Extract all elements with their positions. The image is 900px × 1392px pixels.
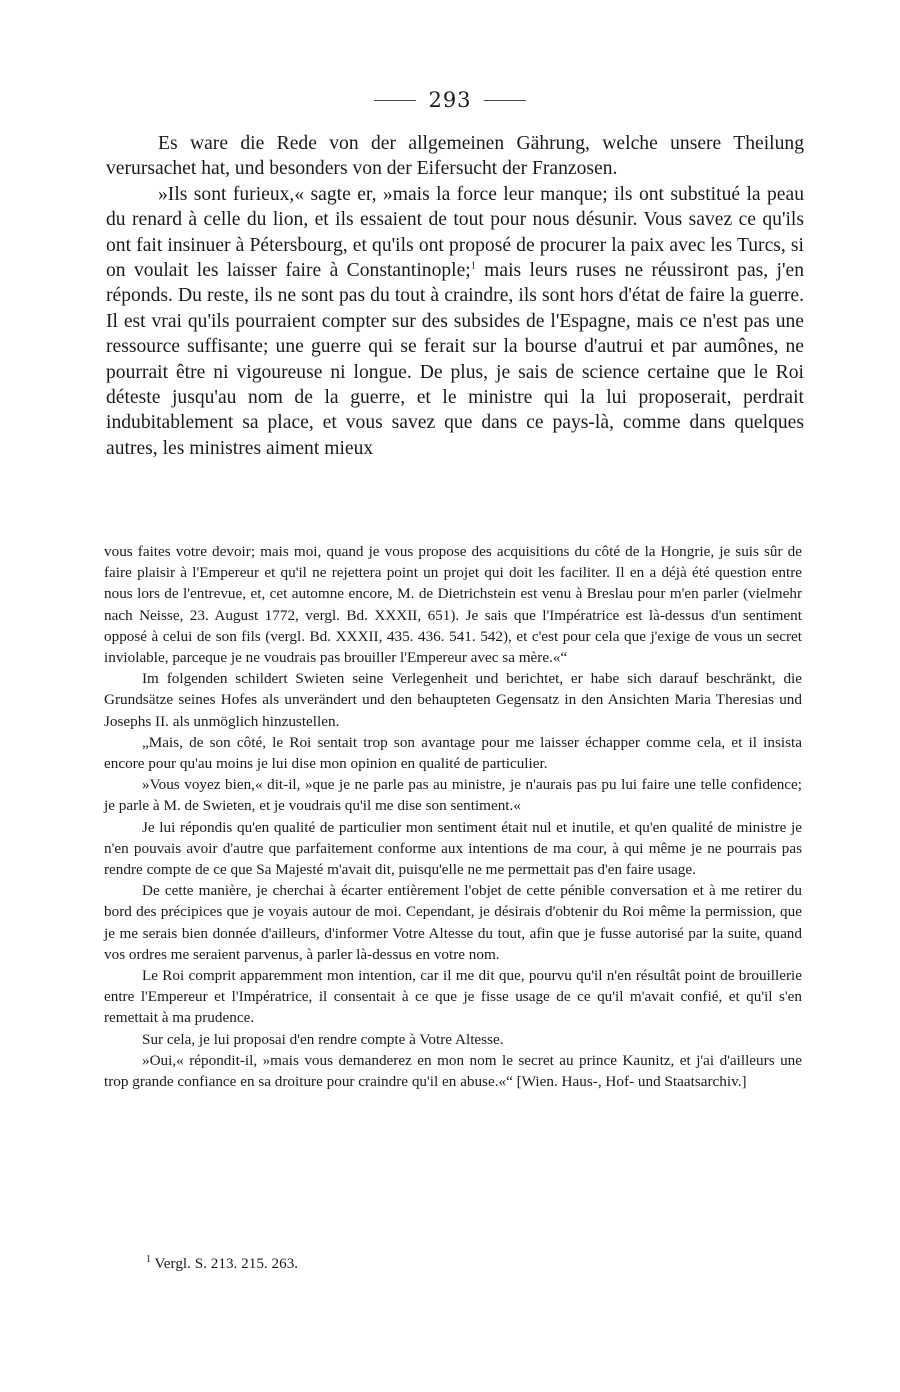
note-paragraph-4: »Vous voyez bien,« dit-il, »que je ne parle pas au ministre, je n'aurais pas pu lui faire une telle confidence; je parle à M. de Swieten, et je voudrais qu'il me dise son sentiment.« — [104, 776, 802, 815]
footnote-text: Vergl. S. 213. 215. 263. — [151, 1255, 299, 1272]
main-paragraph-2 — [106, 182, 804, 461]
header-rule-right — [484, 100, 526, 101]
note-paragraph-5: Je lui répondis qu'en qualité de particulier mon sentiment était nul et inutile, et qu'en qualité de ministre je n'en pouvais avoir d'autre que parfaitement conforme aux intentions de ma cour, à qui même je ne pourrais pas rendre compte de ce que Sa Majesté m'avait dit, puisqu'elle ne me permettait pas d'en faire usage. — [104, 818, 802, 879]
note-paragraph-8: Sur cela, je lui proposai d'en rendre compte à Votre Altesse. — [142, 1030, 504, 1048]
note-paragraph-9: »Oui,« répondit-il, »mais vous demanderez en mon nom le secret au prince Kaunitz, et j'ai d'ailleurs une trop grande confiance en sa droiture pour craindre qu'il en abuse.«“ [Wien. Haus-, Hof- und Staatsarchiv.] — [104, 1051, 802, 1091]
note-paragraph-2: Im folgenden schildert Swieten seine Verlegenheit und berichtet, er habe sich darauf beschränkt, die Grundsätze seines Hofes als unverändert und den behaupteten Gegensatz in den Ansichten Maria Theresias und Josephs II. als unmöglich hinzustellen. — [104, 670, 802, 730]
note-paragraph-1: vous faites votre devoir; mais moi, quand je vous propose des acquisitions du côté de la Hongrie, je suis sûr de faire plaisir à l'Empereur et qu'il ne rejettera point un projet qui doit les faciliter. Il en a déjà été question entre nous lors de l'entrevue, et, cet automne encore, M. de Dietrichstein est venu à Breslau pour m'en parler (vielmehr nach Neisse, 23. August 1772, vergl. Bd. XXXII, 651). Je sais que l'Impératrice est là-dessus d'un sentiment opposé à celui de son fils (vergl. Bd. XXXII, 435. 436. 541. 542), et c'est pour cela que j'exige de vous un secret inviolable, parceque je ne voudrais pas brouiller l'Empereur avec sa mère.«“ — [104, 543, 802, 667]
footnote-reference-mark: 1 — [470, 260, 476, 272]
main-paragraph-1: Es ware die Rede von der allgemeinen Gährung, welche unsere Theilung verursachet hat, und besonders von der Eifersucht der Franzosen. — [106, 133, 804, 180]
main-paragraph-2-part-2: mais leurs ruses ne réussiront pas, j'en réponds. Du reste, ils ne sont pas du tout à craindre, ils sont hors d'état de faire la guerre. Il est vrai qu'ils pourraient compter sur des subsides de l'Espagne, mais ce n'est pas une ressource suffisante; une guerre qui se ferait sur la bourse d'autrui et par aumônes, ne pourrait être ni vigoureuse ni longue. De plus, je sais de science certaine que le Roi déteste jusqu'au nom de la guerre, et le ministre qui la lui proposerait, perdrait indubitablement sa place, et vous savez que dans ce pays-là, comme dans quelques autres, les ministres aiment mieux — [106, 260, 805, 459]
footnote — [146, 1253, 298, 1274]
header-rule-left — [374, 100, 416, 101]
page-header — [0, 88, 900, 112]
footnote-mark: 1 — [146, 1253, 151, 1265]
quoted-note — [104, 541, 802, 1092]
main-text — [106, 131, 804, 461]
main-paragraph-2-part-1: »Ils sont furieux,« sagte er, »mais la force leur manque; ils ont substitué la peau du renard à celle du lion, et ils essaient de tout pour nous désunir. Vous savez ce qu'ils ont fait insinuer à Pétersbourg, et qu'ils ont proposé de procurer la paix avec les Turcs, si on voulait les laisser faire à Constantinople; — [106, 183, 804, 282]
page-number: 293 — [428, 88, 472, 112]
note-paragraph-7: Le Roi comprit apparemment mon intention, car il me dit que, pourvu qu'il n'en résultât point de brouillerie entre l'Empereur et l'Impératrice, il consentait à ce que je fisse usage de ce qu'il m'avait confié, et qu'il s'en remettait à ma prudence. — [104, 967, 802, 1027]
note-paragraph-3: „Mais, de son côté, le Roi sentait trop son avantage pour me laisser échapper comme cela, et il insista encore pour qu'au moins je lui dise mon opinion en qualité de particulier. — [104, 733, 802, 773]
note-paragraph-6: De cette manière, je cherchai à écarter entièrement l'objet de cette pénible conversation et à me retirer du bord des précipices que je voyais autour de moi. Cependant, je désirais d'obtenir du Roi même la permission, que je me serais bien donnée d'ailleurs, d'informer Votre Altesse du tout, afin que je fusse autorisé par la suite, quand vos ordres me seraient parvenus, à parler là-dessus en votre nom. — [104, 882, 802, 963]
